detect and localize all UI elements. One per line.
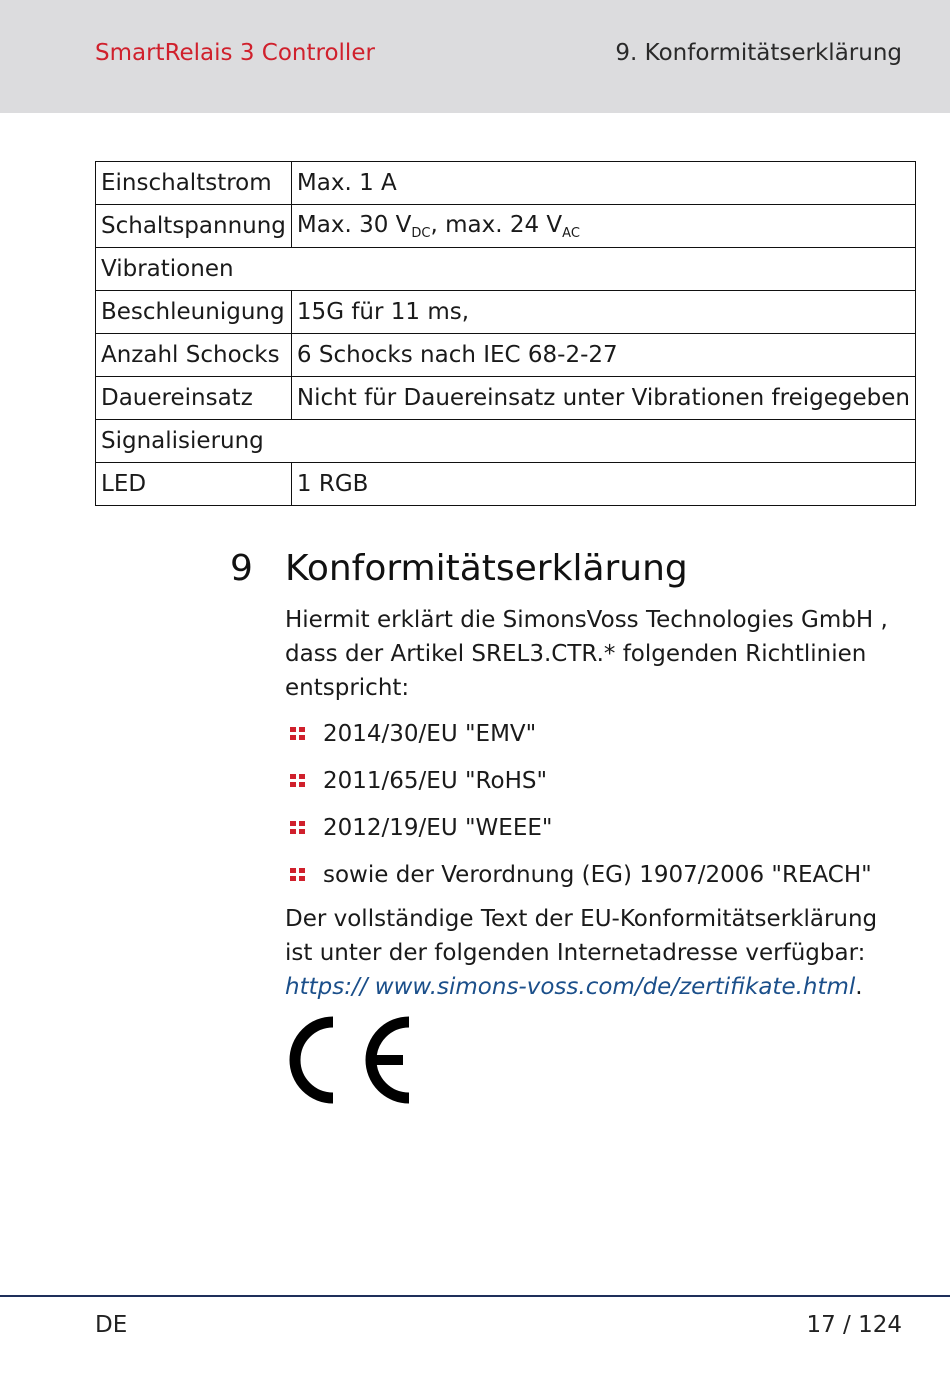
product-name: SmartRelais 3 Controller: [95, 40, 375, 66]
table-row: [96, 334, 916, 377]
table-group-row: [96, 248, 916, 291]
page-number: 17 / 124: [806, 1312, 902, 1338]
table-row: [96, 205, 916, 248]
row-label: LED: [96, 463, 292, 506]
row-value: 1 RGB: [291, 463, 915, 506]
bullet-icon: [290, 774, 306, 788]
row-value: 6 Schocks nach IEC 68-2-27: [291, 334, 915, 377]
list-item: [288, 718, 872, 765]
availability-text: Der vollständige Text der EU-Konformitätserklärung ist unter der folgenden Internetadresse verfügbar:: [285, 906, 878, 966]
directive-text: sowie der Verordnung (EG) 1907/2006 "REACH": [323, 862, 872, 888]
bullet-icon: [290, 821, 306, 835]
group-heading: Signalisierung: [96, 420, 916, 463]
directive-list: [288, 718, 872, 906]
section-title: Konformitätserklärung: [285, 548, 688, 589]
bullet-icon: [290, 727, 306, 741]
directive-text: 2012/19/EU "WEEE": [323, 815, 553, 841]
spec-table: [95, 161, 916, 506]
table-row: [96, 377, 916, 420]
page-header: [0, 0, 950, 113]
table-row: [96, 162, 916, 205]
certificate-link[interactable]: https:// www.simons-voss.com/de/zertifikate.html: [285, 974, 856, 1000]
row-value: Nicht für Dauereinsatz unter Vibrationen freigegeben: [291, 377, 915, 420]
period: .: [855, 974, 863, 1000]
ce-mark-icon: [285, 1010, 415, 1110]
row-value: Max. 1 A: [291, 162, 915, 205]
table-group-row: [96, 420, 916, 463]
group-heading: Vibrationen: [96, 248, 916, 291]
list-item: [288, 812, 872, 859]
row-label: Beschleunigung: [96, 291, 292, 334]
voltage-ac: , max. 24 V: [430, 211, 563, 238]
row-value: [291, 205, 915, 248]
row-value: 15G für 11 ms,: [291, 291, 915, 334]
row-label: Schaltspannung: [96, 205, 292, 248]
list-item: [288, 765, 872, 812]
table-row: [96, 291, 916, 334]
intro-paragraph: Hiermit erklärt die SimonsVoss Technologies GmbH , dass der Artikel SREL3.CTR.* folgenden Richtlinien entspricht:: [285, 607, 888, 701]
footer-divider: [0, 1295, 950, 1297]
directive-text: 2014/30/EU "EMV": [323, 721, 537, 747]
row-label: Dauereinsatz: [96, 377, 292, 420]
availability-paragraph: [285, 902, 910, 1004]
subscript-ac: AC: [562, 225, 580, 241]
language-label: DE: [95, 1312, 128, 1338]
chapter-title: 9. Konformitätserklärung: [615, 40, 902, 66]
directive-text: 2011/65/EU "RoHS": [323, 768, 548, 794]
subscript-dc: DC: [411, 225, 431, 241]
list-item: [288, 859, 872, 906]
bullet-icon: [290, 868, 306, 882]
row-label: Einschaltstrom: [96, 162, 292, 205]
section-number: 9: [230, 548, 253, 589]
row-label: Anzahl Schocks: [96, 334, 292, 377]
voltage-dc: Max. 30 V: [296, 211, 412, 238]
table-row: [96, 463, 916, 506]
